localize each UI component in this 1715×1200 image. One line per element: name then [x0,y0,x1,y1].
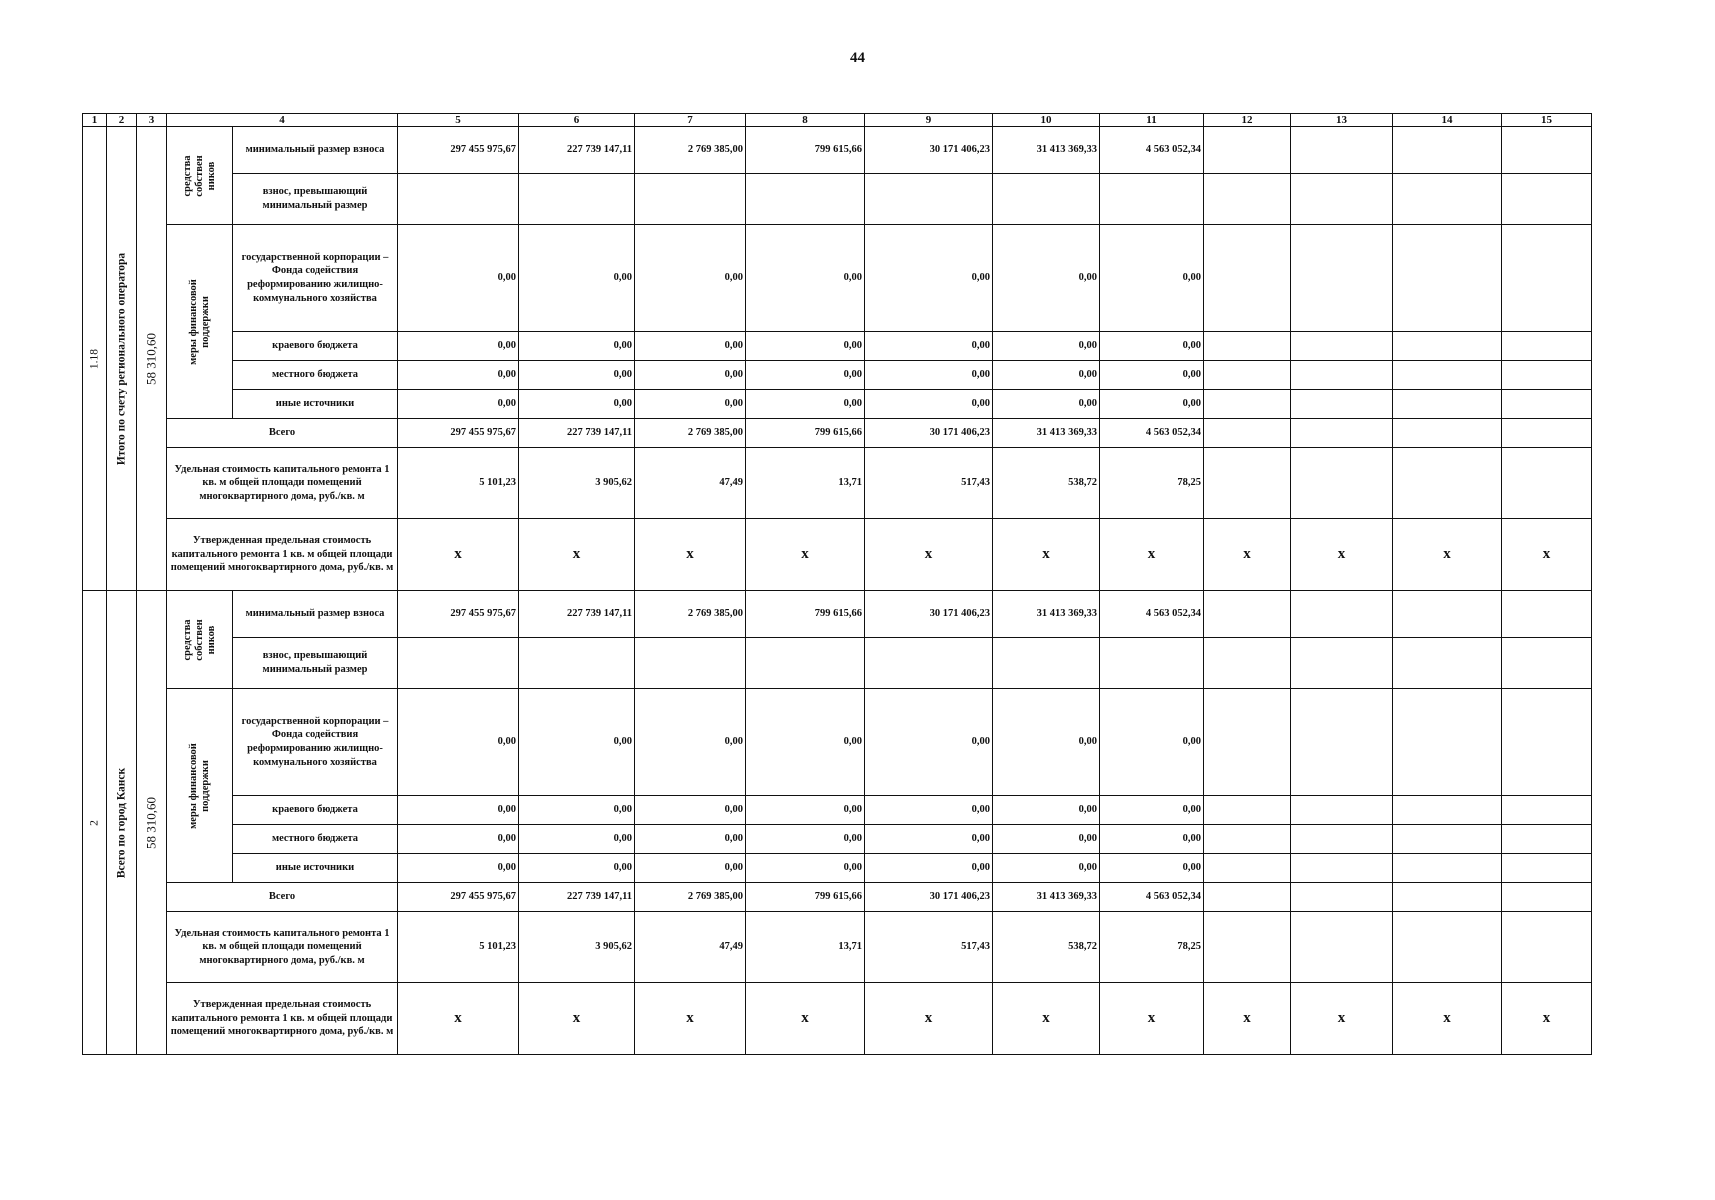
empty-cell [1393,127,1502,174]
row-label: взнос, превышающий минимальный размер [233,638,398,689]
value-cell: 0,00 [993,689,1100,796]
value-cell: 538,72 [993,448,1100,519]
value-cell: 538,72 [993,912,1100,983]
value-cell: 227 739 147,11 [519,883,635,912]
column-number: 14 [1393,114,1502,127]
table-row [83,912,1592,983]
empty-cell [1291,591,1393,638]
empty-cell [1502,127,1592,174]
x-cell: х [1393,983,1502,1055]
value-cell: 0,00 [865,225,993,332]
table-row [83,127,1592,174]
empty-cell [1502,638,1592,689]
value-cell: 227 739 147,11 [519,127,635,174]
section-name [107,591,137,1055]
value-cell: 227 739 147,11 [519,419,635,448]
value-cell: 0,00 [746,225,865,332]
column-number: 13 [1291,114,1393,127]
empty-cell [1502,796,1592,825]
section-number-text: 2 [88,819,101,826]
value-cell: 0,00 [398,390,519,419]
empty-cell [1502,825,1592,854]
financial-support-group-text: меры финансовой поддержки [187,278,211,365]
value-cell: 0,00 [865,390,993,419]
empty-cell [1291,448,1393,519]
value-cell: 0,00 [519,225,635,332]
empty-cell [1502,883,1592,912]
value-cell: 0,00 [1100,825,1204,854]
table-row [83,638,1592,689]
empty-cell [1502,390,1592,419]
table-row [83,854,1592,883]
value-cell: 0,00 [398,854,519,883]
x-cell: х [1100,983,1204,1055]
value-cell: 0,00 [865,796,993,825]
value-cell: 0,00 [398,689,519,796]
empty-cell [1204,638,1291,689]
section-area-text: 58 310,60 [143,332,159,385]
x-cell: х [865,519,993,591]
value-cell: 799 615,66 [746,127,865,174]
value-cell: 517,43 [865,912,993,983]
empty-cell [1100,638,1204,689]
table-row [83,174,1592,225]
empty-cell [1393,174,1502,225]
value-cell: 0,00 [746,332,865,361]
value-cell: 0,00 [1100,225,1204,332]
value-cell: 0,00 [519,390,635,419]
empty-cell [746,638,865,689]
empty-cell [1393,390,1502,419]
value-cell: 30 171 406,23 [865,883,993,912]
empty-cell [1393,689,1502,796]
value-cell: 0,00 [865,854,993,883]
x-cell: х [993,519,1100,591]
value-cell: 47,49 [635,912,746,983]
value-cell: 4 563 052,34 [1100,883,1204,912]
x-cell: х [1204,519,1291,591]
empty-cell [1393,825,1502,854]
x-cell: х [398,519,519,591]
x-cell: х [865,983,993,1055]
x-cell: х [993,983,1100,1055]
value-cell: 297 455 975,67 [398,591,519,638]
empty-cell [1291,638,1393,689]
capital-repair-table-wrapper [82,113,1592,1055]
value-cell: 2 769 385,00 [635,127,746,174]
empty-cell [1393,225,1502,332]
section-name [107,127,137,591]
table-row [83,689,1592,796]
empty-cell [1204,796,1291,825]
empty-cell [1502,448,1592,519]
value-cell: 5 101,23 [398,448,519,519]
value-cell: 78,25 [1100,912,1204,983]
value-cell: 0,00 [1100,332,1204,361]
table-row [83,519,1592,591]
row-label-limit-cost: Утвержденная предельная стоимость капитального ремонта 1 кв. м общей площади помещений многоквартирного дома, руб./кв. м [167,519,398,591]
column-number-row [83,114,1592,127]
section-number [83,127,107,591]
value-cell: 0,00 [398,361,519,390]
value-cell: 31 413 369,33 [993,419,1100,448]
empty-cell [1204,332,1291,361]
owner-funds-group [167,591,233,689]
column-number: 3 [137,114,167,127]
value-cell: 0,00 [635,854,746,883]
table-row [83,448,1592,519]
column-number: 2 [107,114,137,127]
value-cell: 30 171 406,23 [865,127,993,174]
empty-cell [398,638,519,689]
empty-cell [1393,419,1502,448]
page-number: 44 [850,50,865,66]
empty-cell [993,638,1100,689]
row-label: минимальный размер взноса [233,591,398,638]
empty-cell [993,174,1100,225]
x-cell: х [1291,519,1393,591]
value-cell: 0,00 [635,390,746,419]
value-cell: 0,00 [635,796,746,825]
column-number: 15 [1502,114,1592,127]
empty-cell [1502,225,1592,332]
value-cell: 13,71 [746,448,865,519]
empty-cell [1393,361,1502,390]
value-cell: 4 563 052,34 [1100,591,1204,638]
row-label-total: Всего [167,419,398,448]
empty-cell [1291,419,1393,448]
empty-cell [1204,419,1291,448]
empty-cell [1204,127,1291,174]
empty-cell [1393,448,1502,519]
value-cell: 0,00 [635,332,746,361]
value-cell: 0,00 [519,854,635,883]
empty-cell [1291,825,1393,854]
x-cell: х [1291,983,1393,1055]
table-row [83,332,1592,361]
financial-support-group [167,225,233,419]
row-label: местного бюджета [233,825,398,854]
value-cell: 799 615,66 [746,883,865,912]
value-cell: 517,43 [865,448,993,519]
row-label-limit-cost: Утвержденная предельная стоимость капитального ремонта 1 кв. м общей площади помещений многоквартирного дома, руб./кв. м [167,983,398,1055]
empty-cell [1204,912,1291,983]
value-cell: 3 905,62 [519,448,635,519]
table-row [83,796,1592,825]
value-cell: 0,00 [635,225,746,332]
section-number [83,591,107,1055]
empty-cell [635,638,746,689]
empty-cell [1291,883,1393,912]
value-cell: 13,71 [746,912,865,983]
column-number: 5 [398,114,519,127]
value-cell: 0,00 [635,689,746,796]
column-number: 8 [746,114,865,127]
owner-funds-group-text: средства собствен ников [181,154,217,197]
empty-cell [1291,912,1393,983]
empty-cell [1502,361,1592,390]
value-cell: 297 455 975,67 [398,883,519,912]
column-number: 6 [519,114,635,127]
capital-repair-table [82,113,1592,1055]
empty-cell [1502,912,1592,983]
value-cell: 0,00 [519,689,635,796]
empty-cell [1502,332,1592,361]
value-cell: 4 563 052,34 [1100,419,1204,448]
value-cell: 0,00 [398,225,519,332]
empty-cell [1291,174,1393,225]
empty-cell [1291,225,1393,332]
value-cell: 78,25 [1100,448,1204,519]
value-cell: 0,00 [635,825,746,854]
x-cell: х [1393,519,1502,591]
empty-cell [1393,638,1502,689]
value-cell: 799 615,66 [746,419,865,448]
section-name-text: Всего по город Канск [115,767,128,878]
row-label: государственной корпорации – Фонда содействия реформированию жилищно-коммунального хозяйства [233,689,398,796]
empty-cell [1204,174,1291,225]
empty-cell [1204,390,1291,419]
value-cell: 0,00 [519,825,635,854]
table-row [83,883,1592,912]
empty-cell [1291,332,1393,361]
empty-cell [1291,361,1393,390]
section-area [137,127,167,591]
value-cell: 0,00 [519,332,635,361]
empty-cell [1502,591,1592,638]
table-row [83,591,1592,638]
value-cell: 297 455 975,67 [398,127,519,174]
owner-funds-group-text: средства собствен ников [181,618,217,661]
x-cell: х [1204,983,1291,1055]
section-name-text: Итого по счету регионального оператора [115,252,128,465]
empty-cell [1291,689,1393,796]
value-cell: 31 413 369,33 [993,591,1100,638]
column-number: 9 [865,114,993,127]
table-row [83,419,1592,448]
value-cell: 799 615,66 [746,591,865,638]
empty-cell [519,638,635,689]
value-cell: 2 769 385,00 [635,591,746,638]
value-cell: 0,00 [746,825,865,854]
value-cell: 0,00 [993,390,1100,419]
value-cell: 0,00 [746,361,865,390]
value-cell: 3 905,62 [519,912,635,983]
row-label: иные источники [233,854,398,883]
table-row [83,225,1592,332]
empty-cell [1502,854,1592,883]
table-row [83,983,1592,1055]
value-cell: 30 171 406,23 [865,591,993,638]
row-label-unit-cost: Удельная стоимость капитального ремонта 1 кв. м общей площади помещений многоквартирного дома, руб./кв. м [167,912,398,983]
empty-cell [398,174,519,225]
x-cell: х [635,983,746,1055]
value-cell: 0,00 [519,796,635,825]
x-cell: х [398,983,519,1055]
row-label: иные источники [233,390,398,419]
empty-cell [1502,689,1592,796]
row-label: местного бюджета [233,361,398,390]
x-cell: х [519,983,635,1055]
empty-cell [635,174,746,225]
value-cell: 227 739 147,11 [519,591,635,638]
empty-cell [519,174,635,225]
empty-cell [1393,332,1502,361]
x-cell: х [1502,519,1592,591]
value-cell: 0,00 [993,361,1100,390]
value-cell: 0,00 [865,689,993,796]
value-cell: 0,00 [1100,796,1204,825]
x-cell: х [519,519,635,591]
column-number: 12 [1204,114,1291,127]
row-label-total: Всего [167,883,398,912]
row-label-unit-cost: Удельная стоимость капитального ремонта 1 кв. м общей площади помещений многоквартирного дома, руб./кв. м [167,448,398,519]
empty-cell [1204,689,1291,796]
empty-cell [1100,174,1204,225]
financial-support-group [167,689,233,883]
row-label: взнос, превышающий минимальный размер [233,174,398,225]
value-cell: 0,00 [1100,390,1204,419]
value-cell: 4 563 052,34 [1100,127,1204,174]
column-number: 1 [83,114,107,127]
x-cell: х [746,519,865,591]
value-cell: 0,00 [746,390,865,419]
empty-cell [1291,854,1393,883]
empty-cell [1204,825,1291,854]
value-cell: 0,00 [519,361,635,390]
value-cell: 0,00 [993,854,1100,883]
value-cell: 2 769 385,00 [635,419,746,448]
financial-support-group-text: меры финансовой поддержки [187,742,211,829]
empty-cell [1502,174,1592,225]
value-cell: 2 769 385,00 [635,883,746,912]
empty-cell [1204,361,1291,390]
value-cell: 0,00 [865,825,993,854]
column-number: 10 [993,114,1100,127]
empty-cell [1291,127,1393,174]
column-number: 11 [1100,114,1204,127]
value-cell: 0,00 [1100,361,1204,390]
x-cell: х [746,983,865,1055]
table-row [83,361,1592,390]
section-number-text: 1.18 [88,348,101,369]
value-cell: 0,00 [746,796,865,825]
value-cell: 0,00 [746,689,865,796]
value-cell: 0,00 [993,796,1100,825]
value-cell: 0,00 [993,225,1100,332]
empty-cell [1393,591,1502,638]
value-cell: 0,00 [398,796,519,825]
value-cell: 0,00 [865,332,993,361]
column-number: 7 [635,114,746,127]
row-label: краевого бюджета [233,332,398,361]
empty-cell [1393,796,1502,825]
value-cell: 297 455 975,67 [398,419,519,448]
value-cell: 0,00 [1100,689,1204,796]
owner-funds-group [167,127,233,225]
value-cell: 0,00 [398,332,519,361]
value-cell: 0,00 [993,825,1100,854]
value-cell: 31 413 369,33 [993,127,1100,174]
value-cell: 47,49 [635,448,746,519]
empty-cell [1291,796,1393,825]
empty-cell [1204,448,1291,519]
empty-cell [1204,854,1291,883]
section-area [137,591,167,1055]
x-cell: х [1100,519,1204,591]
empty-cell [1204,225,1291,332]
column-number: 4 [167,114,398,127]
value-cell: 0,00 [993,332,1100,361]
empty-cell [1204,883,1291,912]
value-cell: 30 171 406,23 [865,419,993,448]
empty-cell [865,174,993,225]
x-cell: х [1502,983,1592,1055]
table-row [83,390,1592,419]
row-label: государственной корпорации – Фонда содействия реформированию жилищно-коммунального хозяйства [233,225,398,332]
section-area-text: 58 310,60 [143,796,159,849]
empty-cell [1393,883,1502,912]
empty-cell [1393,854,1502,883]
value-cell: 5 101,23 [398,912,519,983]
value-cell: 31 413 369,33 [993,883,1100,912]
value-cell: 0,00 [398,825,519,854]
x-cell: х [635,519,746,591]
empty-cell [865,638,993,689]
empty-cell [1393,912,1502,983]
value-cell: 0,00 [1100,854,1204,883]
empty-cell [1291,390,1393,419]
value-cell: 0,00 [865,361,993,390]
row-label: краевого бюджета [233,796,398,825]
value-cell: 0,00 [746,854,865,883]
empty-cell [1502,419,1592,448]
row-label: минимальный размер взноса [233,127,398,174]
empty-cell [1204,591,1291,638]
value-cell: 0,00 [635,361,746,390]
table-row [83,825,1592,854]
empty-cell [746,174,865,225]
